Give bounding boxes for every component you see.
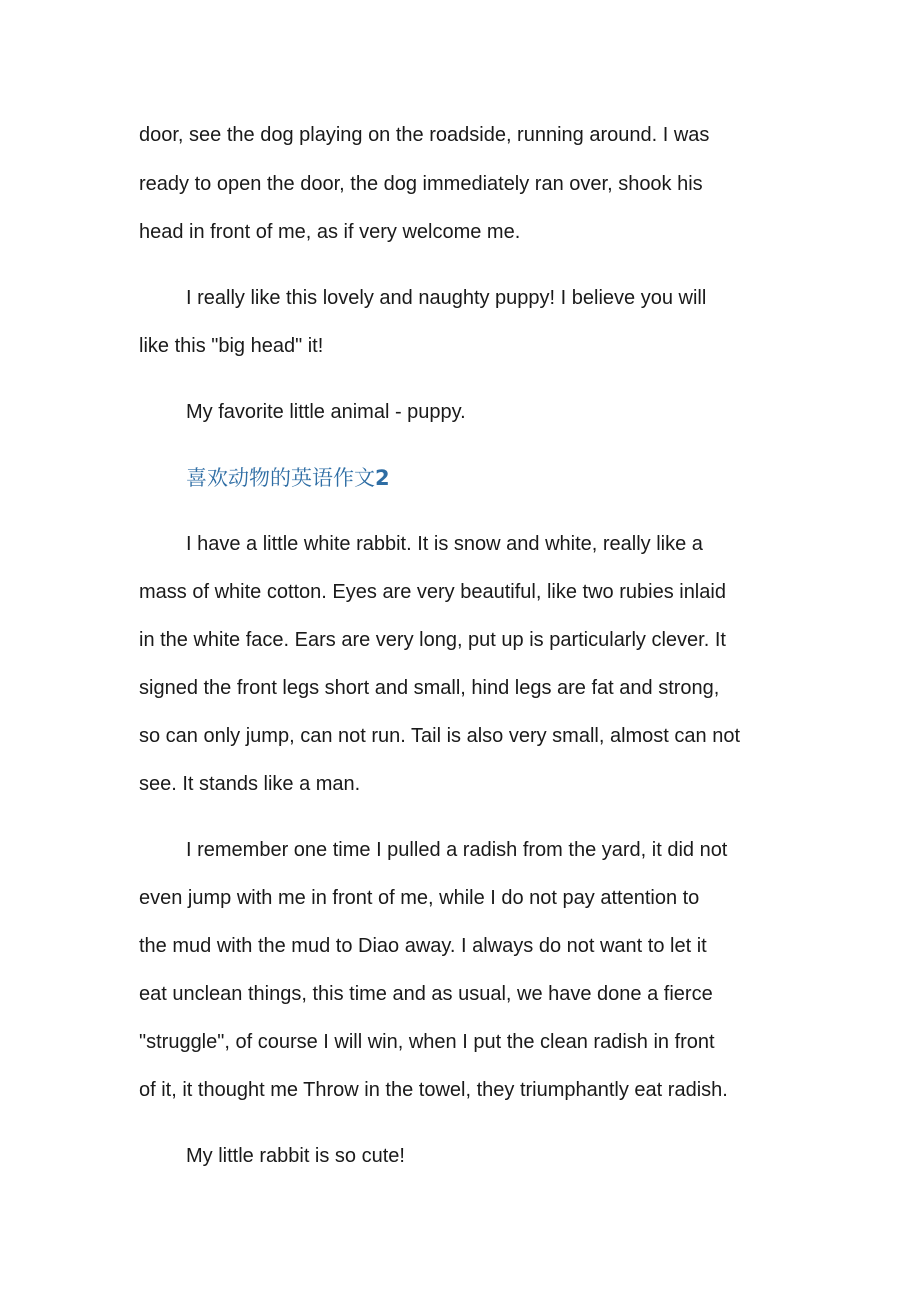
paragraph-line: My little rabbit is so cute! — [186, 1145, 405, 1167]
section-heading-text: 喜欢动物的英语作文 — [186, 466, 375, 490]
paragraph-line: so can only jump, can not run. Tail is also very small, almost can not — [139, 725, 741, 747]
paragraph-line: head in front of me, as if very welcome me. — [139, 221, 521, 243]
paragraph-line: even jump with me in front of me, while I do not pay attention to — [139, 887, 700, 909]
section-heading-number: 2 — [375, 466, 390, 490]
section-heading — [186, 464, 390, 492]
paragraph-line: signed the front legs short and small, hind legs are fat and strong, — [139, 677, 720, 699]
paragraph-line: I remember one time I pulled a radish from the yard, it did not — [186, 839, 728, 861]
paragraph-line: eat unclean things, this time and as usual, we have done a fierce — [139, 983, 713, 1005]
paragraph-line: like this "big head" it! — [139, 335, 324, 357]
paragraph-line: see. It stands like a man. — [139, 773, 361, 795]
paragraph-line: "struggle", of course I will win, when I put the clean radish in front — [139, 1031, 715, 1053]
paragraph-line: ready to open the door, the dog immediately ran over, shook his — [139, 173, 703, 195]
paragraph-line: I have a little white rabbit. It is snow and white, really like a — [186, 533, 703, 555]
paragraph-line: in the white face. Ears are very long, put up is particularly clever. It — [139, 629, 726, 651]
paragraph-line: door, see the dog playing on the roadside, running around. I was — [139, 124, 710, 146]
paragraph-line: mass of white cotton. Eyes are very beautiful, like two rubies inlaid — [139, 581, 726, 603]
paragraph-line: My favorite little animal - puppy. — [186, 401, 466, 423]
paragraph-line: I really like this lovely and naughty puppy! I believe you will — [186, 287, 707, 309]
paragraph-line: the mud with the mud to Diao away. I always do not want to let it — [139, 935, 707, 957]
paragraph-line: of it, it thought me Throw in the towel, they triumphantly eat radish. — [139, 1079, 728, 1101]
